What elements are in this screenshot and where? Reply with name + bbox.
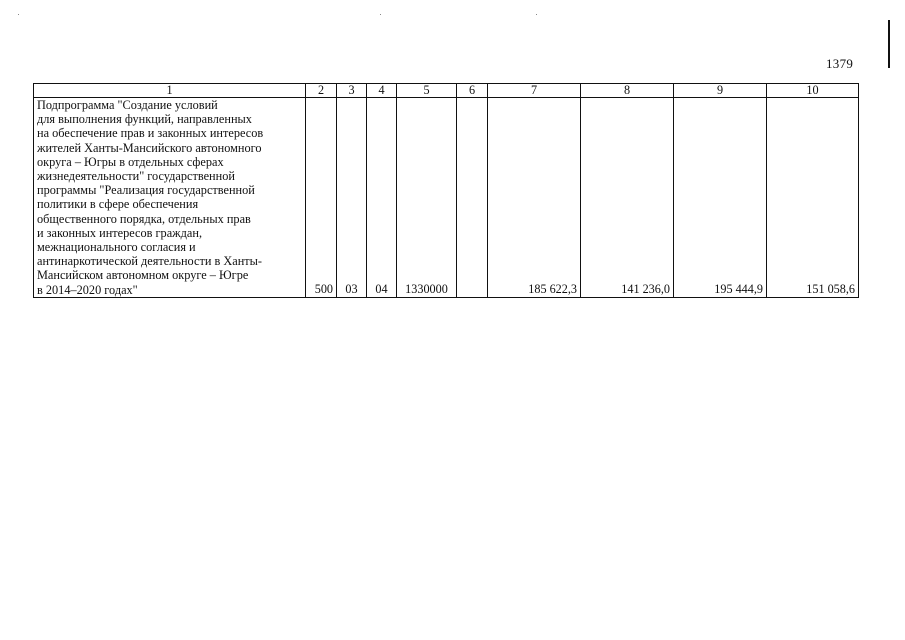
page-number: 1379 (826, 56, 854, 71)
header-row (34, 84, 859, 98)
ministry-code-cell: 500 (306, 98, 337, 298)
expense-type-cell (457, 98, 488, 298)
column-header: 6 (457, 84, 488, 98)
column-header: 8 (581, 84, 674, 98)
column-header: 10 (767, 84, 859, 98)
column-header: 5 (397, 84, 457, 98)
budget-table (33, 83, 859, 298)
scan-speck (536, 14, 537, 15)
table-row (34, 98, 859, 298)
column-header: 4 (367, 84, 397, 98)
section-code-cell: 03 (337, 98, 367, 298)
amount-col9-cell: 195 444,9 (674, 98, 767, 298)
column-header: 3 (337, 84, 367, 98)
subsection-code-cell: 04 (367, 98, 397, 298)
target-article-cell: 1330000 (397, 98, 457, 298)
margin-bar (888, 20, 890, 68)
scan-speck (18, 14, 19, 15)
amount-col7-cell: 185 622,3 (488, 98, 581, 298)
amount-col10-cell: 151 058,6 (767, 98, 859, 298)
column-header: 1 (34, 84, 306, 98)
scan-speck (380, 14, 381, 15)
column-header: 9 (674, 84, 767, 98)
column-header: 2 (306, 84, 337, 98)
column-header: 7 (488, 84, 581, 98)
program-name-cell: Подпрограмма "Создание условий для выполнения функций, направленных на обеспечение прав и законных интересов жителей Ханты-Мансийского автономного округа – Югры в отдельных сферах жизнедеятельности" государственной программы "Реализация государственной политики в сфере обеспечения общественного порядка, отдельных прав и законных интересов граждан, межнационального согласия и антинаркотической деятельности в Ханты- Мансийском автономном округе – Югре в 2014–2020 годах" (34, 98, 306, 298)
amount-col8-cell: 141 236,0 (581, 98, 674, 298)
